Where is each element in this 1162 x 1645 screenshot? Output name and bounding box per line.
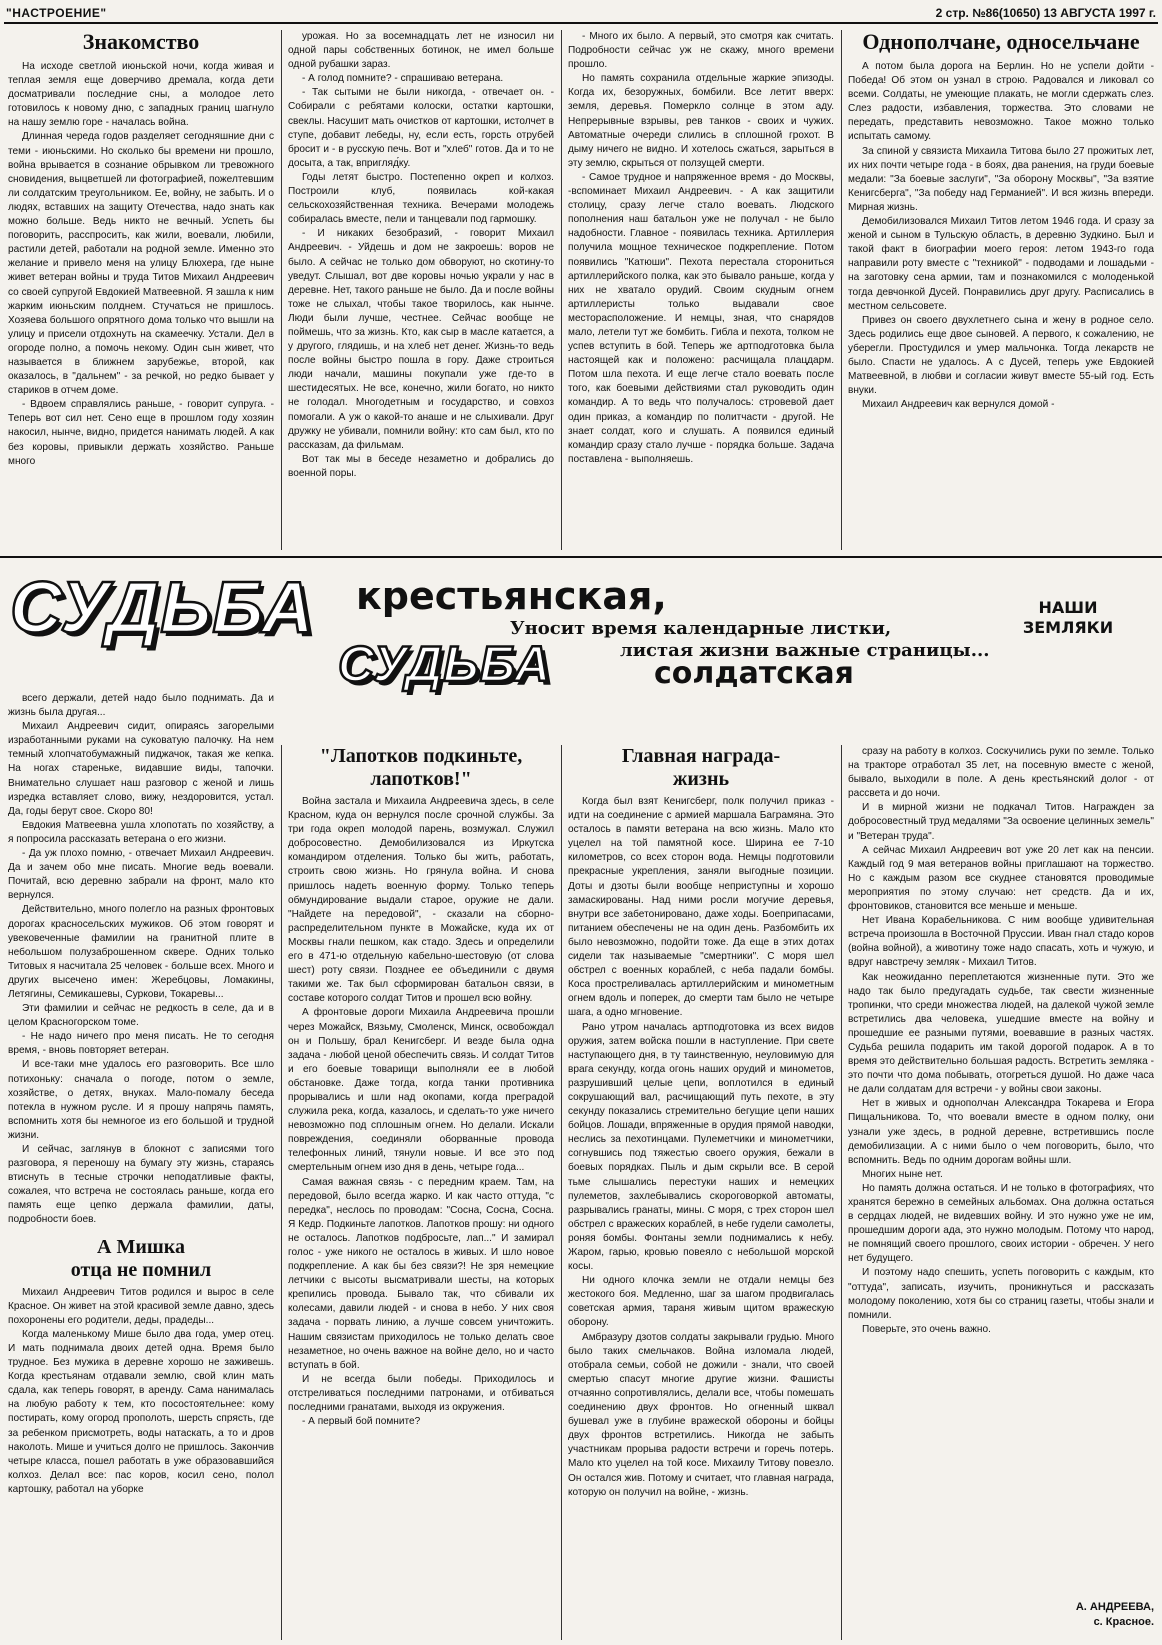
bottom-column-1 bbox=[8, 692, 274, 1642]
motto-line-2: листая жизни важные страницы... bbox=[620, 640, 990, 661]
paragraph: Привез он своего двухлетнего сына и жену в родное село. Здесь родились еще двое сыновей. А первого, к сожалению, не уберегли. Простудился и умер мальчонка. Тогда лекарств не было. Спасти не удалось. А с Дусей, теперь уже Евдокией Матвеевной, в любви и согласии живут вместе 55-ый год. Есть внуки. bbox=[848, 314, 1154, 397]
column-divider bbox=[841, 30, 842, 550]
section-title-nagrada bbox=[568, 745, 834, 791]
column-divider bbox=[281, 745, 282, 1640]
paragraph: А потом была дорога на Берлин. Но не успели дойти - Победа! Об этом он узнал в строю. Радовался и ликовал со всеми. Солдаты, не умеющие плакать, не могли сдержать слез. Слез радости, избавления, торжества. Это словами не передать, представить невозможно. Такое можно только испытать самому. bbox=[848, 61, 1154, 143]
paragraph: Нет Ивана Корабельникова. С ним вообще удивительная встреча произошла в Восточной Пруссии. Иван гнал стадо коров (война войной), а животину тоже надо спасать, хоть и чужую, и вдруг навстречу земляк - Михаил Титов. bbox=[848, 915, 1154, 969]
paragraph: Война застала и Михаила Андреевича здесь, в селе Красном, куда он вернулся после срочной службы. За три года окреп молодой парень, возмужал. Служил добросовестно. Демобилизовался из Иркутска командиром отделения. Только бы жить, работать, строить свою жизнь. Но грянула война. И снова пришлось надеть военную форму. Только теперь обмундирование выдали старое, оружие не дали. "Найдете на передовой", - сказали на сборно-распределительном пункте в Можайске, куда их от Москвы гнали пешком, как стадо. Здесь и определили его в 471-ю отдельную кабельно-шестовую (от слова шест) роту связи. Позднее ее объединили с двумя такими же. Так был сформирован батальон связи, в составе которого солдат Титов и прошел всю войну. bbox=[288, 796, 554, 1005]
banner-word-sudba-2: СУДЬБА bbox=[338, 636, 552, 692]
paragraph: Вот так мы в беседе незаметно и добрались до военной поры. bbox=[288, 453, 554, 479]
paragraph: Как неожиданно переплетаются жизненные пути. Это же надо так было предугадать судьбе, так свести жизненные тропинки, что среди множества людей, на далекой чужой земле встретились два человека, ушедшие вместе на войну и прошедшие ее разными путями, воевавшие в разных частях. Судьба решила подарить им такой дорогой подарок. А в то время это действительно большая радость. Встретить земляка - это почти что дома побывать, отогреться душой. Но даже часа не дали солдатам для встречи - у войны свои законы. bbox=[848, 971, 1154, 1096]
paragraph: Действительно, много полегло на разных фронтовых дорогах красносельских мужиков. Об этом говорят и увековеченные фамилии на гранитной плите в небольшом полузаброшенном сквере. Одних только Титовых я насчитала 25 человек - больше всех. Много и других высечено имен: Жеребцовы, Ломакины, Летягины, Семикашевы, Суркови, Токаревы... bbox=[8, 904, 274, 1000]
author-place: с. Красное. bbox=[1093, 1616, 1154, 1628]
author-name: А. АНДРЕЕВА, bbox=[1075, 1601, 1154, 1613]
column-divider bbox=[281, 30, 282, 550]
paragraph: - И никаких безобразий, - говорит Михаил Андреевич. - Уйдешь и дом не закроешь: воров не было. А сейчас не только дом обворуют, но скотину-то уведут. Слышал, вот две коровы ночью украли у нас в деревне. Нет, такого раньше не было. Да и после войны тоже не слыхал, чтобы такое творилось, как нынче. Люди были лучше, честнее. Сейчас вообще не поймешь, что за жизнь. Кто, как сыр в масле катается, а у другого, глядишь, и на хлеб нет денег. Жизнь-то ведь после войны быстро пошла в гору. Даже строиться люди начали, машины покупали уже где-то в шестидесятых. Не все, конечно, жили богато, но никто не голодал. Многодетным и государство, и совхоз помогали. А уж о какой-то анаше и не слыхивали. Друг дружку не убивали, помнили войну: кто сам был, кто по рассказам, да фильмам. bbox=[288, 228, 554, 451]
paragraph: урожая. Но за восемнадцать лет не износил ни одной пары собственных ботинок, не имел больше одной рубашки зараз. bbox=[288, 31, 554, 71]
paragraph: И сейчас, заглянув в блокнот с записями того разговора, я переношу на бумагу эту жизнь, стараясь втиснуть в тесные строчки неподатливые факты, сожалея, что встреча не состоялась раньше, когда его память еще цепко держала фамилии, даты, подробности боев. bbox=[8, 1144, 274, 1226]
paragraph: Евдокия Матвеевна ушла хлопотать по хозяйству, а я попросила рассказать ветерана о его жизни. bbox=[8, 819, 274, 845]
paragraph: Самая важная связь - с передним краем. Там, на передовой, было всегда жарко. И как часто оттуда, "с передка", неслось по проводам: "Сосна, Сосна, Сосна. Я Кедр. Подкиньте лапотков. Лапотков прошу: ни одного не осталось. Лапотков подбросьте, лап..." И замирал голос - уже никого не осталось в живых. И шло новое подкрепление. А как бы без связи?! Не зря немецкие летчики с высоты высматривали шесты, на которых крепились провода. Бывало так, что сбивали их колесами, давили людей - и снова в небо. У них своя задача - порвать линию, а лучше совсем уничтожить. Нашим связистам приходилось не только делать свое незаметное, но очень важное на войне дело, но и часто вступать в бой. bbox=[288, 1176, 554, 1371]
paragraph: - А голод помните? - спрашиваю ветерана. bbox=[302, 73, 504, 85]
bottom-column-3 bbox=[568, 745, 834, 1642]
paragraph: Но память должна остаться. И не только в фотографиях, что хранятся бережно в семейных альбомах. Она должна остаться в сердцах людей, не видевших войну. И это нужно уже не им, прошедшим дороги ада, это нужно молодым. Потому что народ, не помнящий своего прошлого, своих истории - обречен. У него нет будущего. bbox=[848, 1182, 1154, 1265]
top-column-2 bbox=[288, 30, 554, 552]
article-title-znakomstvo: Знакомство bbox=[82, 30, 200, 54]
banner-word-peasant: крестьянская, bbox=[356, 574, 667, 618]
paragraph: Длинная череда годов разделяет сегодняшние дни с теми - июньскими. Но сколько бы времени ни прошло, война врывается в сознание обрывком ли тревожного сновидения, выцветшей ли фотографией, пожелтевшим ли солдатским треугольником. Ее, войну, не забыть. И о людях, вставших на защиту Отечества, надо знать как можно больше. Ведь никто не вечный. Успеть бы поговорить, расспросить, как жили, воевали, любили, растили детей, работали на родной земле. Именно это желание и привело меня на улицу Блюхера, где ныне живет ветеран войны и труда Титов Михаил Андреевич со своей супругой Евдокией Матвеевной. Я зашла к ним жарким июньским полднем. Стучаться не пришлось. Хозяева большого опрятного дома только что вышли на улицу и присели отдохнуть на скамеечку. Устали. Дел в огороде полно, а помочь некому. Один сын живет, что называется в ближнем зарубежье, второй, как оказалось, в "дальнем" - за речкой, но редко бывает у стариков в отчем доме. bbox=[8, 131, 274, 397]
top-column-4 bbox=[848, 30, 1154, 552]
paragraph: А фронтовые дороги Михаила Андреевича прошли через Можайск, Вязьму, Смоленск, Минск, освобождал он и Польшу, брал Кенигсберг. И везде была одна задача - любой ценой обеспечить связь. И солдат Титов и его боевые товарищи выполняли ее в любой обстановке. Даже тогда, когда танки противника прорывались и шли над окопами, когда преградой служила река, когда, казалось, и сделать-то уже ничего невозможно под сплошным огнем. Но делали. Искали повреждения, соединяли оборванные провода телефонных линий, тянули новые. И все это под смертельным огнем изо дня в день, четыре года... bbox=[288, 1007, 554, 1174]
section-title-lapotkov bbox=[288, 745, 554, 791]
paragraph: За спиной у связиста Михаила Титова было 27 прожитых лет, их них почти четыре года - в боях, два ранения, на груди боевые медали: "За боевые заслуги", "За оборону Москвы", "За взятие Кенигсберга", "За победу над Германией". И вся жизнь впереди. Мирная жизнь. bbox=[848, 145, 1154, 213]
paragraph: Но память сохранила отдельные жаркие эпизоды. Когда их, безоружных, бомбили. Все летит вверх: земля, деревья. Померкло солнце в этом аду. Непрерывные взрывы, рев танков - своих и чужих. Автоматные очереди слились в сплошной грохот. В дыму ничего не видно. И хотелось сжаться, зарыться в эту землю, скрыться от ползущей смерти. bbox=[568, 73, 834, 169]
article-title-odnopolchane: Однополчане, односельчане bbox=[862, 30, 1140, 54]
section-title-line-2: отца не помнил bbox=[70, 1258, 212, 1281]
top-column-1 bbox=[8, 30, 274, 552]
banner-word-soldier: солдатская bbox=[654, 656, 854, 691]
rubric-label: НАШИ ЗЕМЛЯКИ bbox=[1022, 598, 1114, 637]
paragraph: Годы летят быстро. Постепенно окреп и колхоз. Построили клуб, появилась кой-какая сельскохозяйственная техника. Вечерами молодежь собиралась вместе, пели и танцевали под гармошку. bbox=[288, 171, 554, 226]
paragraph: И поэтому надо спешить, успеть поговорить с каждым, кто "оттуда", записать, изучить, проникнуться и рассказать молодому поколению, хотя бы со страниц газеты, чтобы знали и помнили. bbox=[848, 1267, 1154, 1321]
paragraph: Нет в живых и однополчан Александра Токарева и Егора Пищальникова. То, что воевали вместе в одном полку, они узнали уже здесь, в родной деревне, встретившись после демобилизации. А с ними было о чем поговорить, было, что вспомнить. Ведь по одним дорогам войны шли. bbox=[848, 1098, 1154, 1166]
paragraph: Рано утром началась артподготовка из всех видов оружия, затем войска пошли в наступление. При свете наступающего дня, в ту таинственную, неуловимую для врага секунду, когда огонь наших орудий и минометов, разрушивший целые цепи, воплотился в единый сокрушающий вал, расчищающий путь пехоте, в эту секунду показались стремительно бегущие цепи наших бойцов. Лошади, впряженные в орудия прямой наводки, неслись за пехотинцами. Пулеметчики и минометчики, согнувшись под тяжестью своего оружия, бежали в боевых порядках. Пыль и дым скрыли все. В серой тьме слышались перестуки наших и немецких пулеметов, захлебывались скороговоркой автоматы, разрывались гранаты, мины. С моря, с трех сторон шел обстрел с вражеских кораблей, в небе гудели самолеты, роняя бомбы. Фонтаны земли поднимались к небу. Жаром, гарью, кровью повеяло с небольшой морской косы. bbox=[568, 1021, 834, 1273]
paragraph: - Так сытыми не были никогда, - отвечает он. - Собирали с ребятами колоски, остатки картошки, свеклы. Насушит мать очистков от картошки, истолчет в ступе, добавит лебеды, ну, если есть, горсть отрубей бросит и - в русскую печь. Вот и "хлеб" готов. Да и то не досыта, а так, впригляд́ку. bbox=[288, 87, 554, 169]
author-signature bbox=[1076, 1600, 1154, 1630]
section-title-line-2: лапотков!" bbox=[370, 768, 472, 790]
paragraph: - Много их было. А первый, это смотря как считать. Подробности сейчас уж не скажу, много времени прошло. bbox=[568, 31, 834, 71]
banner-word-sudba-1: СУДЬБА bbox=[10, 568, 315, 648]
column-divider bbox=[841, 745, 842, 1640]
paragraph: И все-таки мне удалось его разговорить. Все шло потихоньку: сначала о погоде, потом о земле, хозяйстве, о детях, внуках. Мало-помалу беседа потекла в нужном русле. И я прошу напрячь память, вспомнить хотя бы немногое из его большой и трудной жизни. bbox=[8, 1059, 274, 1141]
motto-line-1: Уносит время календарные листки, bbox=[510, 618, 892, 639]
paragraph: всего держали, детей надо было поднимать. Да и жизнь была другая... bbox=[8, 693, 274, 719]
paragraph: На исходе светлой июньской ночи, когда живая и теплая земля еще доверчиво дремала, когда дети досматривали последние сны, а молодое лето готовилось к новому дню, с западных границ шагнуло на нашу землю горе - началась война. bbox=[8, 61, 274, 129]
paragraph: - Самое трудное и напряженное время - до Москвы, -вспоминает Михаил Андреевич. - А как защитили столицу, сразу легче стало воевать. Людского пополнения наш батальон уже не получал - не было надобности. Главное - появилась техника. Артиллерия получила мощное техническое подкрепление. Потом появились "Катюши". Пехота перестала сторониться артиллерийского полка, как это бывало раньше, когда у них не хватало орудий. Своим скудным огнем артиллеристы только выдавали свое месторасположение. И немцы, зная, что снарядов мало, летели тут же бомбить. Гибла и пехота, толком не успев вступить в бой. Теперь же артподготовка была настоящей как и положено: расчищала плацдарм. Потом шла пехота. И еще легче стало воевать после того, как боевыми действиями стал руководить один командир. А то ведь что получалось: стровевой дает один приказ, а командир по политчасти - другой. Не знает солдат, кого и слушать. А появился единый командир сразу стало лучше - порядка больше. Задача поставлена - выполняешь. bbox=[568, 171, 834, 465]
column-divider bbox=[561, 30, 562, 550]
section-title-line-1: А Мишка bbox=[97, 1235, 185, 1258]
section-title-line-2: жизнь bbox=[672, 768, 730, 790]
paragraph: А сейчас Михаил Андреевич вот уже 20 лет как на пенсии. Каждый год 9 мая ветеранов войны приглашают на торжество. Но с каждым разом все скуднее становятся проводимые мероприятия по этому случаю: нет средств. Да и их, фронтовиков, становится все меньше и меньше. bbox=[848, 844, 1154, 913]
column-divider bbox=[561, 745, 562, 1640]
page-header bbox=[4, 4, 1158, 24]
bottom-column-2 bbox=[288, 745, 554, 1642]
issue-info: 2 стр. №86(10650) 13 АВГУСТА 1997 г. bbox=[935, 6, 1156, 20]
paragraph: Демобилизовался Михаил Титов летом 1946 года. И сразу за женой и сыном в Тульскую область, в деревню Зудкино. Был и такой факт в биографии моего героя: летом 1943-го года направили роту вместе с "техникой" - подводами и лошадьми - на заготовку сена армии, там и познакомился с молоденькой тогда девчонкой Дусей. Понравились друг другу. Расписались в местном сельсовете. bbox=[848, 216, 1154, 312]
paragraph: Когда был взят Кенигсберг, полк получил приказ - идти на соединение с армией маршала Баграмяна. Это осталось в памяти ветерана на всю жизнь. Мало кто уцелел на той памятной косе. Ширина ее 7-10 километров, со всех сторон вода. Немцы подготовили прекрасные укрепления, заняли выгодные позиции. Доты и дзоты были вообще неприступны и хорошо замаскированы. Над ними росли могучие деревья, внутри все забетонировано, даже ходы. Боеприпасами, питанием обеспечены не на один день. Разбомбить их было невозможно, подойти тоже. Да еще в этих дотах сидели так называемые "смертники". С моря шел обстрел с военных кораблей, с неба падали бомбы. Коса простреливалась артиллерийским и минометным огнем вдоль и поперек, до смерти там было не четыре шага, а одно мгновение. bbox=[568, 796, 834, 1019]
section-title-mishka bbox=[8, 1236, 274, 1282]
section-title-line-1: "Лапотков подкиньте, bbox=[319, 745, 523, 767]
paragraph: Поверьте, это очень важно. bbox=[862, 1323, 991, 1335]
newspaper-name: "НАСТРОЕНИЕ" bbox=[6, 6, 107, 20]
paragraph: - Вдвоем справлялись раньше, - говорит супруга. - Теперь вот сил нет. Сено еще в прошлом году хозяин накосил, нынче, видно, придется нанимать людей. А как без коровы, привыкли держать хозяйство. Раньше много bbox=[8, 399, 274, 467]
paragraph: И в мирной жизни не подкачал Титов. Награжден за добросовестный труд медалями "За освоение целинных земель" и "Ветеран труда". bbox=[848, 802, 1154, 842]
paragraph: Михаил Андреевич как вернулся домой - bbox=[862, 399, 1055, 411]
paragraph: - Не надо ничего про меня писать. Не то сегодня время, - вновь повторяет ветеран. bbox=[8, 1031, 274, 1057]
paragraph: Когда маленькому Мише было два года, умер отец. И мать поднимала двоих детей одна. Время было трудное. Без мужика в деревне хорошо не заживешь. Когда крестьянам отдавали землю, свой клин мать сдала, как теперь говорят, в аренду. Сама нанималась на любую работу к тем, кто посостоятельнее: кому постирать, кому огород прополоть, шерсть спрясть, где за ребенком присмотреть, воды натаскать, а то и дров наколоть. Мише и учиться долго не пришлось. Закончив четыре класса, пошел работать в уже образовавшийся колхоз. Делал все: пас коров, косил сено, полол картошку, работал на уборке bbox=[8, 1328, 274, 1495]
paragraph: Многих ныне нет. bbox=[862, 1168, 943, 1180]
paragraph: - Да уж плохо помню, - отвечает Михаил Андреевич. Да и зачем обо мне писать. Многие ведь воевали. Почитай, всю деревню забрали на фронт, мало кто вернулся. bbox=[8, 848, 274, 902]
paragraph: Ни одного клочка земли не отдали немцы без жестокого боя. Медленно, шаг за шагом продвигалась советская армия, тараня живым щитом вражескую оборону. bbox=[568, 1275, 834, 1329]
paragraph: И не всегда были победы. Приходилось и отстреливаться последними патронами, и отбиваться последними гранатами, выходя из окружения. bbox=[288, 1373, 554, 1414]
top-column-3 bbox=[568, 30, 834, 552]
paragraph: - А первый бой помните? bbox=[302, 1416, 421, 1428]
bottom-column-4 bbox=[848, 745, 1154, 1595]
paragraph: Эти фамилии и сейчас не редкость в селе, да и в целом Красногорском томе. bbox=[8, 1003, 274, 1029]
feature-banner bbox=[0, 556, 1162, 692]
paragraph: Михаил Андреевич сидит, опираясь загорелыми изработанными руками на суковатую палочку. На нем темный хлопчатобумажный пиджачок, такая же кепка. На ногах стареньке, видавшие виды, тапочки. Внимательно слушает наш разговор с женой и лишь изредка вставляет слово, вижу, нездоровится, устал. Да, годы берут свое. Скоро 80! bbox=[8, 721, 274, 817]
paragraph: Амбразуру дзотов солдаты закрывали грудью. Много было таких смельчаков. Война изломала людей, отобрала семьи, собой не дожили - знали, что своей смертью спасут многие другие жизни. Фашисты отчаянно сопротивлялись, делали все, чтобы помешать соединению двух фронтов. Но огненный шквал бушевал уже в глубине вражеской обороны и бойцы двух фронтов встретились. Никогда не забыть участникам прорыва радости встречи и горечь потерь. Мало кто уцелел на той косе. Михаилу Титову повезло. Он остался жив. Потому и считает, что главная награда, которую он получил на войне, - жизнь. bbox=[568, 1331, 834, 1498]
paragraph: сразу на работу в колхоз. Соскучились руки по земле. Только на тракторе отработал 35 лет, на посевную вместе с женой, бывало, выходили в поле. А день крестьянский долог - от рассвета и до ночи. bbox=[848, 746, 1154, 800]
section-title-line-1: Главная награда- bbox=[621, 745, 781, 767]
paragraph: Михаил Андреевич Титов родился и вырос в селе Красное. Он живет на этой красивой земле давно, здесь похоронены его родители, деды, прадеды... bbox=[8, 1286, 274, 1326]
